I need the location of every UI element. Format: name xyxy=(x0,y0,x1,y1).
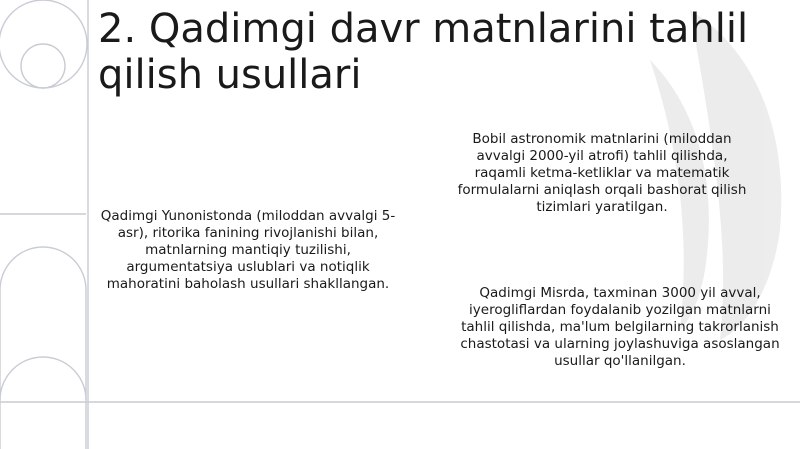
text-block-greece: Qadimgi Yunonistonda (miloddan avvalgi 5-asr), ritorika fanining rivojlanishi bilan, matnlarning mantiqiy tuzilishi, argumentatsiya uslublari va notiqlik mahoratini baholash usullari shakllangan. xyxy=(100,208,396,292)
text-block-egypt: Qadimgi Misrda, taxminan 3000 yil avval, iyerogliflardan foydalanib yozilgan matnlarni tahlil qilishda, ma'lum belgilarning takrorlanish chastotasi va ularning joylashuviga asoslangan usullar qo'llanilgan. xyxy=(460,285,780,369)
slide-title: 2. Qadimgi davr matnlarini tahlil qilish usullari xyxy=(98,6,749,98)
text-block-babylon: Bobil astronomik matnlarini (miloddan avvalgi 2000-yil atrofi) tahlil qilishda, raqamli ketma-ketliklar va matematik formulalarni aniqlash orqali bashorat qilish tizimlari yaratilgan. xyxy=(457,131,747,215)
